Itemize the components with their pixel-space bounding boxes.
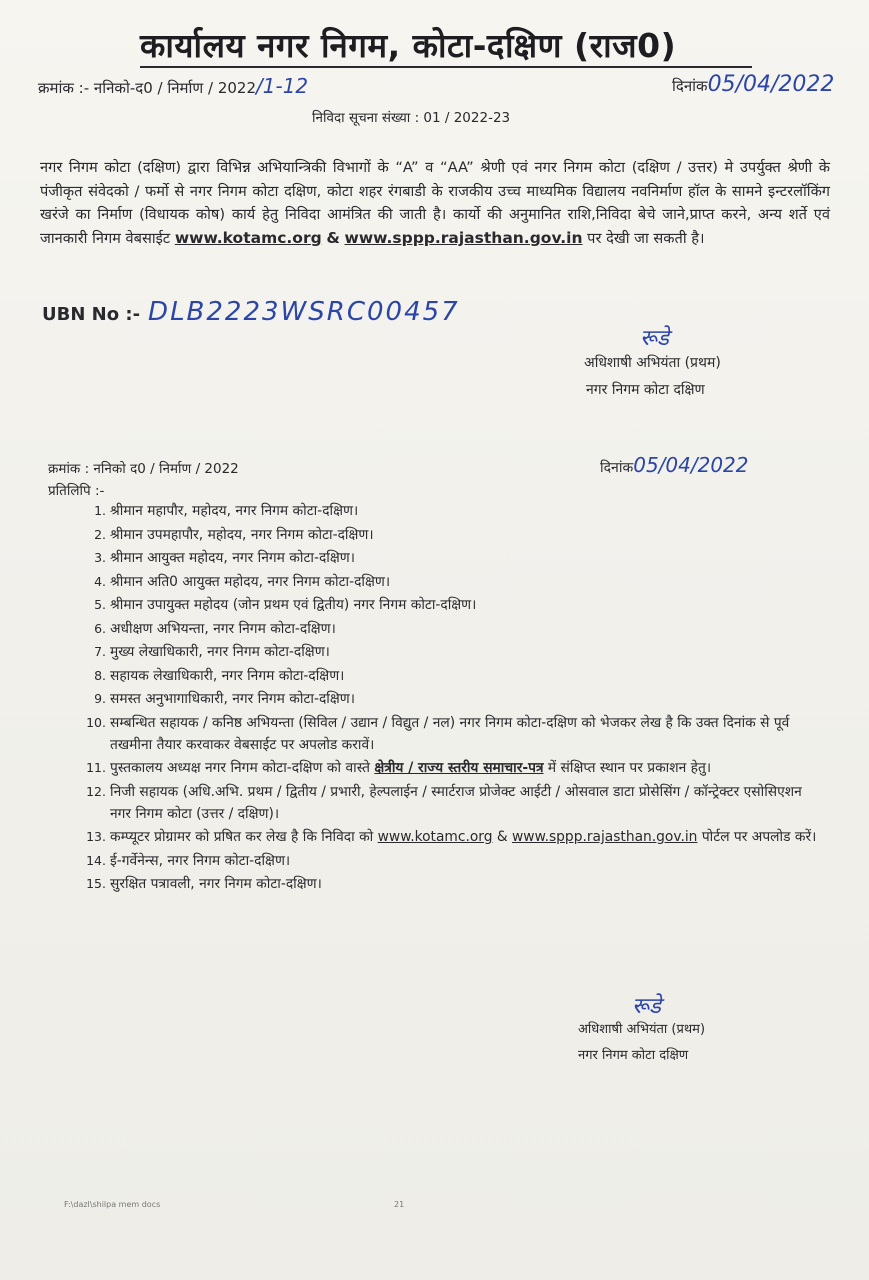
- ubn-value: DLB2223WSRC00457: [148, 297, 460, 327]
- newspaper-emphasis: क्षेत्रीय / राज्य स्तरीय समाचार-पत्र: [374, 760, 544, 776]
- reference-label: क्रमांक :- ननिको-द0 / निर्माण / 2022: [38, 79, 257, 97]
- ubn-label: UBN No :-: [42, 304, 141, 325]
- list-item: 10. सम्बन्धित सहायक / कनिष्ठ अभियन्ता (सिविल / उद्यान / विद्युत / नल) नगर निगम कोटा-दक्षिण को भेजकर लेख है कि उक्त दिनांक से पूर्व तखमीना तैयार करवाकर वेबसाईट पर अपलोड करावें।: [86, 714, 790, 753]
- copy-reference-number: क्रमांक : ननिको द0 / निर्माण / 2022: [48, 461, 239, 477]
- copy-date-handwritten: 05/04/2022: [633, 453, 749, 477]
- notice-number: निविदा सूचना संख्या : 01 / 2022-23: [312, 110, 511, 126]
- signature-office: नगर निगम कोटा दक्षिण: [586, 382, 705, 398]
- website-link-kotamc[interactable]: www.kotamc.org: [377, 829, 493, 845]
- notice-text-part2: पर देखी जा सकती है।: [587, 229, 705, 247]
- copy-recipient-list: [80, 500, 820, 897]
- date-handwritten: 05/04/2022: [707, 72, 835, 97]
- list-item: 14. ई-गर्वेनेन्स, नगर निगम कोटा-दक्षिण।: [86, 852, 291, 869]
- title-underline: [140, 66, 752, 68]
- copy-to-label: प्रतिलिपि :-: [48, 483, 105, 499]
- list-item: 8. सहायक लेखाधिकारी, नगर निगम कोटा-दक्षिण।: [94, 667, 345, 684]
- list-item: 2. श्रीमान उपमहापौर, महोदय, नगर निगम कोटा-दक्षिण।: [94, 526, 374, 543]
- ampersand: &: [326, 228, 340, 247]
- signature-mark: रूडे: [632, 994, 661, 1019]
- signature-designation: अधिशाषी अभियंता (प्रथम): [584, 355, 721, 371]
- list-item: 4. श्रीमान अति0 आयुक्त महोदय, नगर निगम कोटा-दक्षिण।: [94, 573, 391, 590]
- list-item: 5. श्रीमान उपायुक्त महोदय (जोन प्रथम एवं द्वितीय) नगर निगम कोटा-दक्षिण।: [94, 597, 477, 613]
- reference-handwritten: /1-12: [256, 74, 309, 98]
- list-item: 3. श्रीमान आयुक्त महोदय, नगर निगम कोटा-दक्षिण।: [94, 550, 355, 566]
- ubn-line: [42, 297, 460, 327]
- notice-text-part1: नगर निगम कोटा (दक्षिण) द्वारा विभिन्न अभियान्त्रिकी विभागों के “A” व “AA” श्रेणी एवं नगर निगम कोटा (दक्षिण / उत्तर) मे उपर्युक्त श्रेणी के पंजीकृत संवेदको / फर्मो से नगर निगम कोटा दक्षिण, कोटा शहर रंगबाडी के राजकीय उच्च माध्यमिक विद्यालय नवनिर्माण हॉल के सामने इन्टरलॉकिंग खरंजे का निर्माण (विधायक कोष) कार्य हेतु निविदा आमंत्रित की जाती है। कार्यो की अनुमानित राशि,निविदा बेचे जाने,प्राप्त करने, अन्य शर्ते एवं जानकारी निगम वेबसाईट: [40, 159, 830, 247]
- website-link-sppp[interactable]: www.sppp.rajasthan.gov.in: [512, 829, 698, 845]
- issue-date: [672, 72, 834, 97]
- notice-body: [40, 156, 830, 250]
- list-item: 7. मुख्य लेखाधिकारी, नगर निगम कोटा-दक्षिण।: [94, 644, 330, 660]
- footer-page-number: 21: [394, 1200, 405, 1209]
- list-item: 9. समस्त अनुभागाधिकारी, नगर निगम कोटा-दक्षिण।: [94, 691, 355, 707]
- signature-mark: रूडे: [640, 326, 669, 351]
- website-link-kotamc[interactable]: www.kotamc.org: [174, 228, 322, 247]
- signature-designation: अधिशाषी अभियंता (प्रथम): [578, 1022, 706, 1037]
- list-item: 15. सुरक्षित पत्रावली, नगर निगम कोटा-दक्षिण।: [86, 876, 322, 892]
- list-item: 13. कम्प्यूटर प्रोग्रामर को प्रषित कर लेख है कि निविदा को www.kotamc.org & www.sppp.rajasthan.gov.in पोर्टल पर अपलोड करें।: [86, 829, 817, 845]
- copy-date: [600, 453, 749, 477]
- list-item: 6. अधीक्षण अभियन्ता, नगर निगम कोटा-दक्षिण।: [94, 620, 336, 637]
- signature-office: नगर निगम कोटा दक्षिण: [578, 1048, 689, 1063]
- copy-date-label: दिनांक: [600, 460, 634, 476]
- list-item: 12. निजी सहायक (अधि.अभि. प्रथम / द्वितीय / प्रभारी, हेल्पलाईन / स्मार्टराज प्रोजेक्ट आईटी / ओसवाल डाटा प्रोसेसिंग / कॉन्ट्रेक्टर एसोसिएशन नगर निगम कोटा (उत्तर / दक्षिण)।: [86, 783, 802, 822]
- reference-number: [38, 74, 308, 98]
- list-item: 1. श्रीमान महापौर, महोदय, नगर निगम कोटा-दक्षिण।: [94, 503, 359, 519]
- footer-file-path: F:\dazl\shilpa mem docs: [64, 1200, 161, 1209]
- website-link-sppp[interactable]: www.sppp.rajasthan.gov.in: [344, 228, 583, 247]
- list-item: 11. पुस्तकालय अध्यक्ष नगर निगम कोटा-दक्षिण को वास्ते क्षेत्रीय / राज्य स्तरीय समाचार-पत्र में संक्षिप्त स्थान पर प्रकाशन हेतु।: [86, 760, 712, 776]
- office-title: कार्यालय नगर निगम, कोटा-दक्षिण (राज0): [140, 26, 677, 65]
- date-label: दिनांक: [672, 77, 708, 95]
